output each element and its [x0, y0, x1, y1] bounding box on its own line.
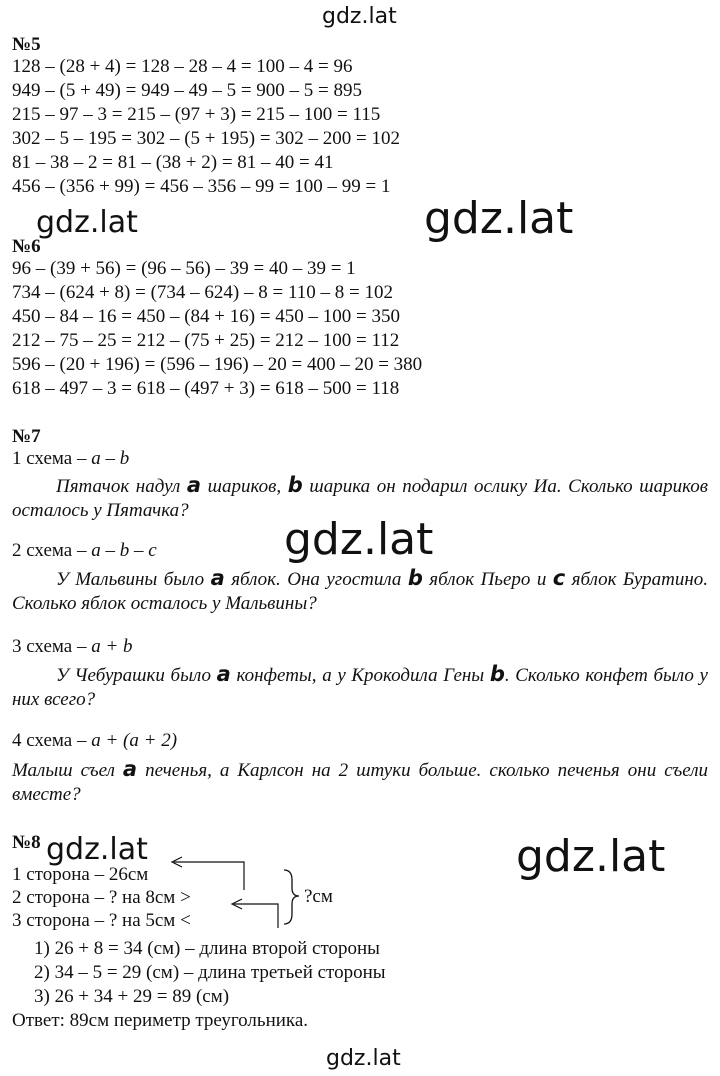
task5-heading: №5: [12, 34, 41, 55]
variable-c: c: [552, 566, 566, 590]
problem-text: Пятачок надул: [56, 476, 187, 497]
variable-a: a: [186, 473, 202, 497]
task5-line: 81 – 38 – 2 = 81 – (38 + 2) = 81 – 40 = 41: [12, 152, 334, 173]
solution-step: 2) 34 – 5 = 29 (см) – длина третьей стороны: [34, 962, 386, 983]
problem-text: шарика он подарил ослику Иа. Сколько шариков осталось у Пятачка?: [12, 476, 708, 521]
scheme-label-text: 4 схема –: [12, 730, 92, 751]
problem-text: яблок. Она угостила: [224, 569, 408, 590]
scheme-expression: a – b: [91, 448, 130, 469]
arrow-to-side1: [172, 857, 244, 890]
watermark-bottom: gdz.lat: [326, 1046, 401, 1071]
task5-line: 302 – 5 – 195 = 302 – (5 + 195) = 302 – 200 = 102: [12, 128, 401, 149]
problem-text: Малыш съел: [12, 760, 123, 781]
scheme-expression: a + b: [91, 636, 133, 657]
watermark-left-1: gdz.lat: [36, 205, 138, 240]
variable-a: a: [216, 662, 231, 686]
watermark-right-2: gdz.lat: [516, 831, 666, 882]
variable-b: b: [407, 566, 423, 590]
scheme-label-text: 2 схема –: [12, 540, 92, 561]
problem-text: печенья, а Карлсон на 2 штуки больше. сколько печенья они съели вместе?: [12, 760, 708, 805]
task8-heading: №8: [12, 832, 41, 853]
problem-text: конфеты, а у Крокодила Гены: [230, 665, 490, 686]
scheme-expression: a – b – c: [91, 540, 157, 561]
answer: Ответ: 89см периметр треугольника.: [12, 1010, 309, 1031]
side-line: 1 сторона – 26см: [12, 864, 149, 885]
scheme-expression: a + (a + 2): [91, 730, 178, 751]
task6-line: 96 – (39 + 56) = (96 – 56) – 39 = 40 – 39 = 1: [12, 258, 356, 279]
watermark-right-1: gdz.lat: [424, 193, 574, 244]
variable-a: a: [210, 566, 225, 590]
problem-text: шариков,: [201, 476, 288, 497]
task5-line: 949 – (5 + 49) = 949 – 49 – 5 = 900 – 5 = 895: [12, 80, 363, 101]
variable-b: b: [489, 662, 505, 686]
task6-line: 450 – 84 – 16 = 450 – (84 + 16) = 450 – 100 = 350: [12, 306, 401, 327]
watermark-top: gdz.lat: [322, 4, 397, 29]
brace-label: ?см: [304, 886, 333, 907]
task6-line: 734 – (624 + 8) = (734 – 624) – 8 = 110 – 8 = 102: [12, 282, 393, 303]
problem-text: У Чебурашки было: [56, 665, 217, 686]
task6-heading: №6: [12, 236, 41, 257]
task7-heading: №7: [12, 426, 41, 447]
solution-step: 1) 26 + 8 = 34 (см) – длина второй стороны: [34, 938, 380, 959]
problem-text: . Сколько конфет было у них всего?: [12, 665, 708, 710]
task5-line: 456 – (356 + 99) = 456 – 356 – 99 = 100 – 99 = 1: [12, 176, 391, 197]
side-line: 2 сторона – ? на 8см >: [12, 887, 191, 908]
task6-line: 596 – (20 + 196) = (596 – 196) – 20 = 400 – 20 = 380: [12, 354, 423, 375]
scheme-label-text: 1 схема –: [12, 448, 92, 469]
problem-text: яблок Пьеро и: [422, 569, 553, 590]
solution-step: 3) 26 + 34 + 29 = 89 (см): [34, 986, 230, 1007]
problem-text: У Мальвины было: [56, 569, 211, 590]
task6-line: 212 – 75 – 25 = 212 – (75 + 25) = 212 – 100 = 112: [12, 330, 400, 351]
scheme-label-text: 3 схема –: [12, 636, 92, 657]
watermark-left-2: gdz.lat: [46, 832, 148, 867]
variable-a: a: [122, 757, 138, 781]
watermark-center: gdz.lat: [284, 514, 434, 565]
problem-text: яблок Буратино. Сколько яблок осталось у Мальвины?: [12, 569, 709, 614]
arrow-to-side2: [232, 899, 278, 928]
task6-line: 618 – 497 – 3 = 618 – (497 + 3) = 618 – 500 = 118: [12, 378, 400, 399]
task5-line: 215 – 97 – 3 = 215 – (97 + 3) = 215 – 100 = 115: [12, 104, 381, 125]
task5-line: 128 – (28 + 4) = 128 – 28 – 4 = 100 – 4 = 96: [12, 56, 353, 77]
side-line: 3 сторона – ? на 5см <: [12, 910, 191, 931]
curly-brace: [284, 870, 299, 924]
variable-b: b: [287, 473, 303, 497]
